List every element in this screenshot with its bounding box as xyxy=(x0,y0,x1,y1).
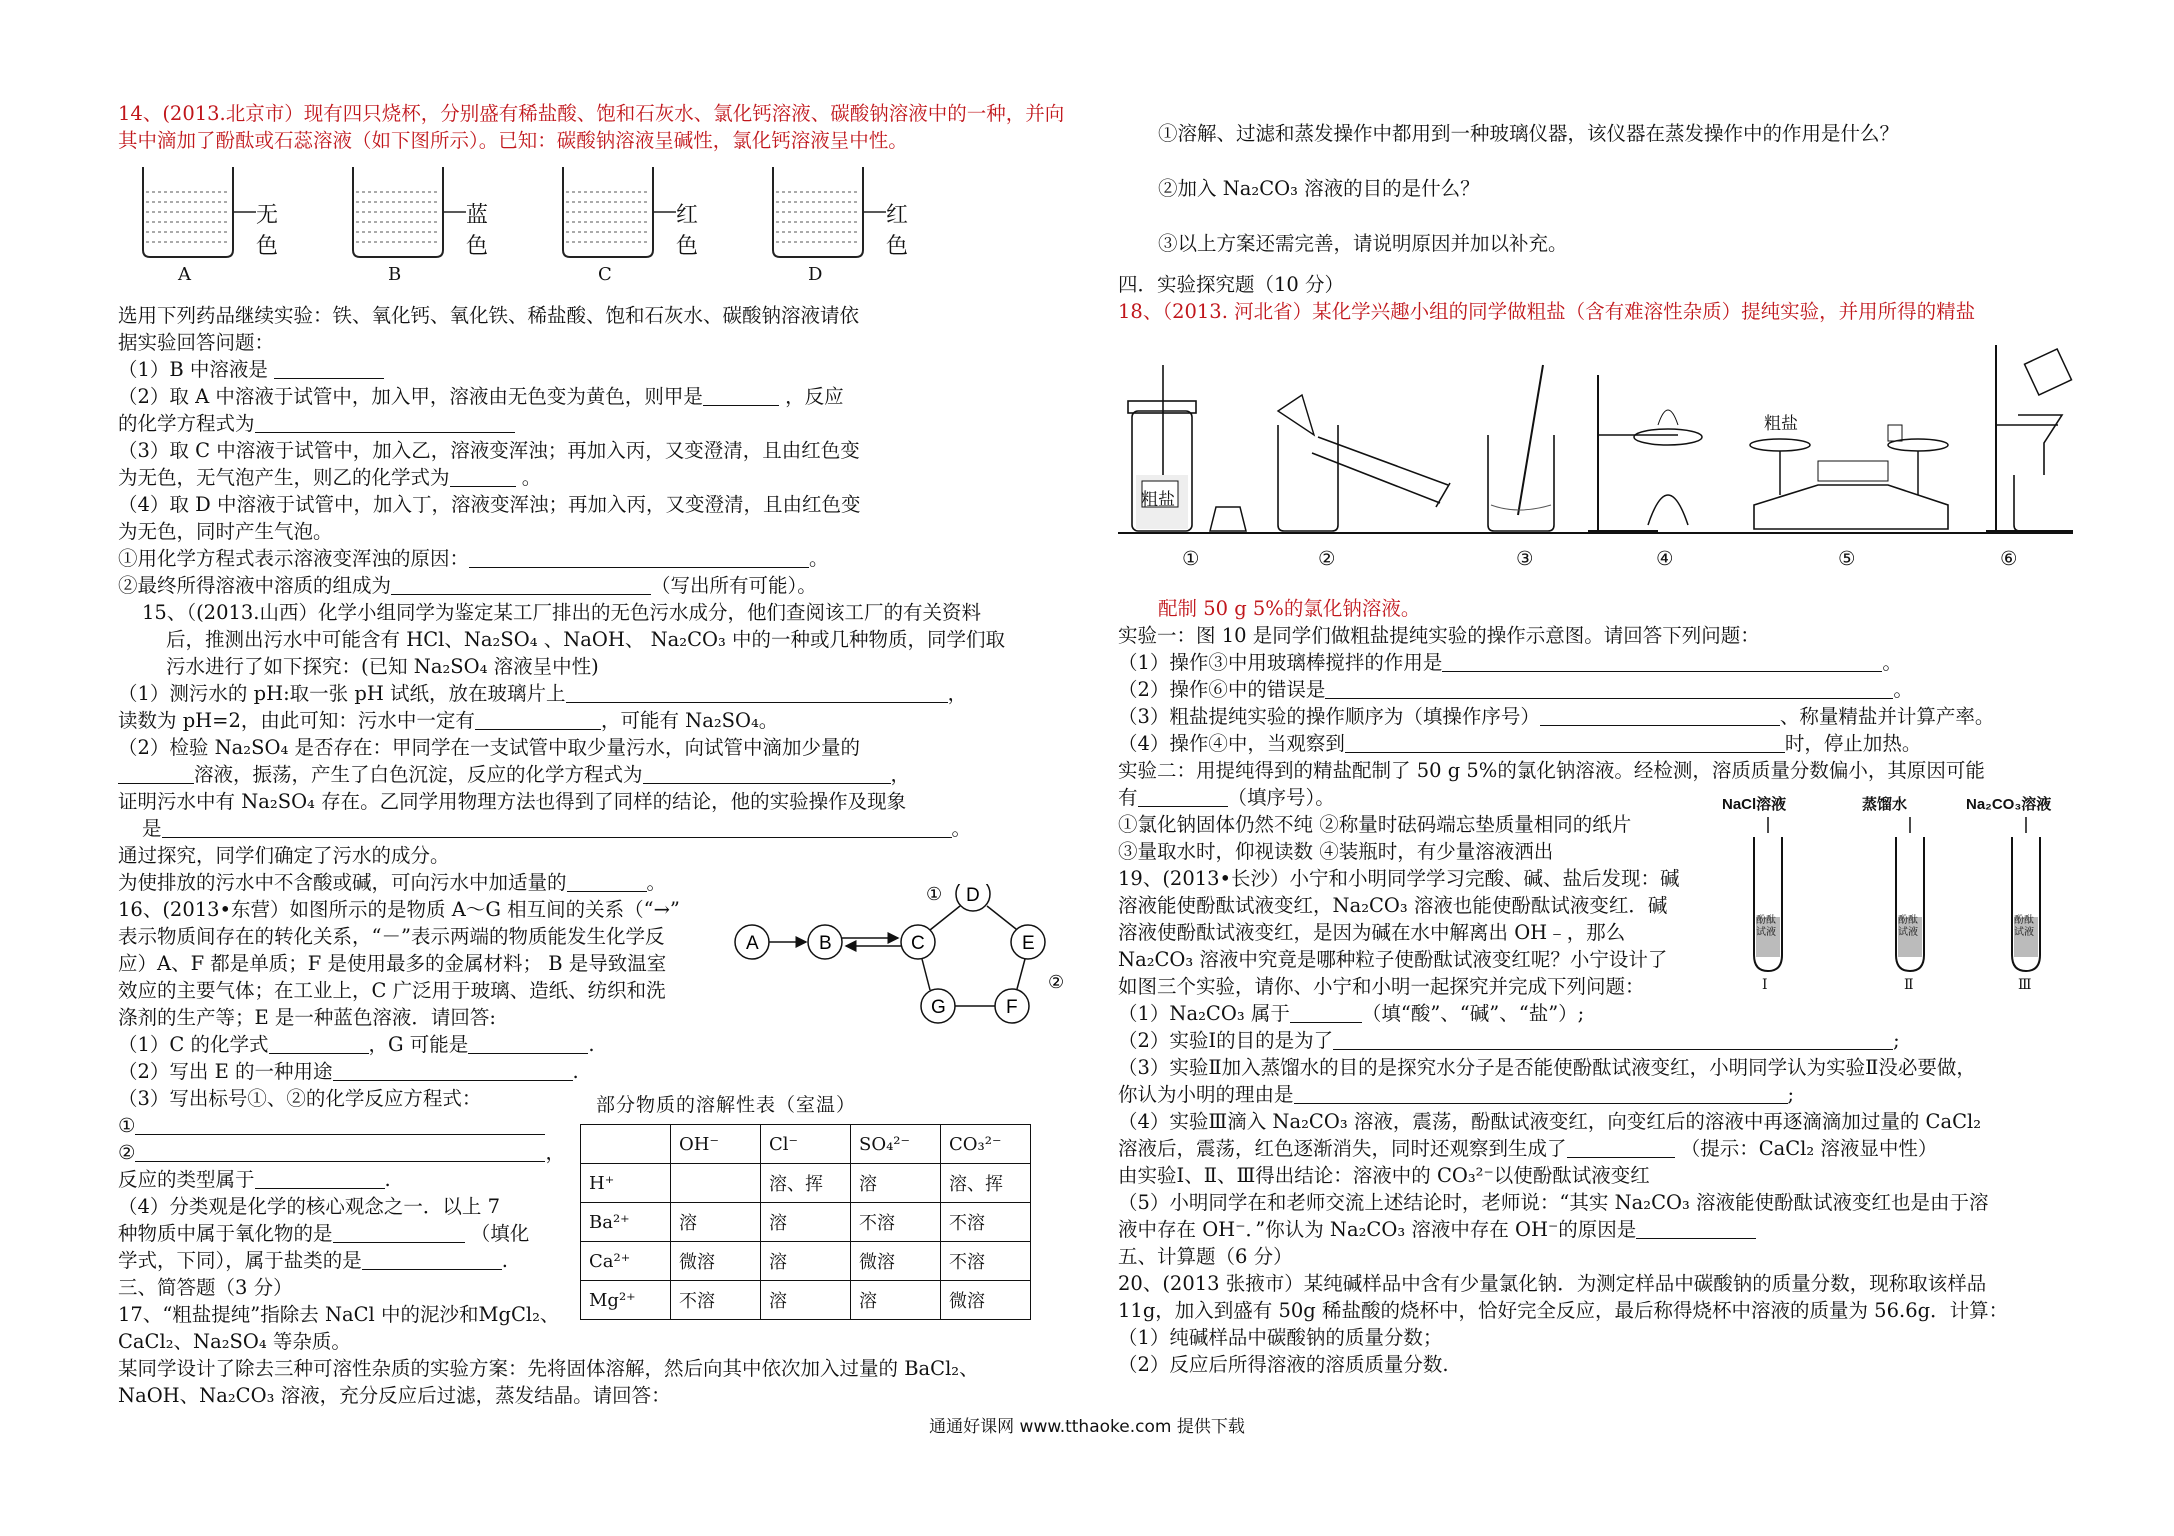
table-row xyxy=(581,1164,1031,1203)
tube-numeral-1: Ⅰ xyxy=(1762,977,1768,993)
q18-text: （1）操作③中用玻璃棒搅拌的作用是 xyxy=(1118,651,1443,674)
q18-text: （2）操作⑥中的错误是 xyxy=(1118,678,1326,701)
beaker-d-letter: D xyxy=(808,264,823,285)
q16-item-2: （2）写出 E 的一种用途 . xyxy=(118,1060,579,1083)
tube-inner-text: 试液 xyxy=(2014,927,2034,938)
beaker-a-color: 无色 xyxy=(256,203,279,259)
beaker-a-letter: A xyxy=(178,264,191,285)
q15-line: （2）检验 Na₂SO₄ 是否存在：甲同学在一支试管中取少量污水，向试管中滴加少量的 xyxy=(118,736,860,759)
node-c-label: C xyxy=(911,933,925,954)
q18-text: 有 xyxy=(1118,786,1138,809)
q16-line: （4）分类观是化学的核心观念之一．以上 7 xyxy=(118,1195,501,1218)
right-column xyxy=(1118,120,2073,1378)
q14-line: 选用下列药品继续实验：铁、氧化钙、氧化铁、稀盐酸、饱和石灰水、碳酸钠溶液请依 xyxy=(118,304,860,327)
q16-line: 效应的主要气体；在工业上，C 广泛用于玻璃、造纸、纺织和洗 xyxy=(118,979,666,1002)
q19-line: （4）实验Ⅲ滴入 Na₂CO₃ 溶液，震荡，酚酞试液变红，向变红后的溶液中再逐滴滴加过量的 CaCl₂ xyxy=(1118,1110,1982,1133)
q15-item-2b: 是 。 xyxy=(118,815,1078,842)
q16-eq-2: ② ， xyxy=(118,1141,565,1164)
q15-text: 读数为 pH=2，由此可知：污水中一定有 xyxy=(118,709,475,732)
answer-blank[interactable] xyxy=(362,1251,502,1270)
q14-header: 14、(2013.北京市）现有四只烧杯，分别盛有稀盐酸、饱和石灰水、氯化钙溶液、碳酸钠溶液中的一种，并向其中滴加了酚酞或石蕊溶液（如下图所示）。已知：碳酸钠溶液呈碱性，氯化钙溶液呈中性。 xyxy=(118,102,1065,152)
q19-item-2: （2）实验Ⅰ的目的是为了 ; xyxy=(1118,1029,1900,1052)
q15-line: 污水进行了如下探究：(已知 Na₂SO₄ 溶液呈中性) xyxy=(166,655,599,678)
table-cell: 溶 xyxy=(671,1203,761,1242)
node-d-label: D xyxy=(966,885,980,906)
q20-line: 11g，加入到盛有 50g 稀盐酸的烧杯中，恰好完全反应，最后称得烧杯中溶液的质量为 56.6g．计算： xyxy=(1118,1299,2009,1322)
apparatus-label-6: ⑥ xyxy=(2000,547,2018,570)
answer-blank[interactable] xyxy=(118,765,194,784)
q20-line: 20、(2013 张掖市）某纯碱样品中含有少量氯化钠．为测定样品中碳酸钠的质量分数，现称取该样品 xyxy=(1118,1272,1987,1295)
section-4-heading: 四．实验探究题（10 分） xyxy=(1118,273,1345,296)
q14-text: （写出所有可能）。 xyxy=(651,574,817,597)
q15-line: 后，推测出污水中可能含有 HCl、Na₂SO₄ 、NaOH、 Na₂CO₃ 中的一种或几种物质，同学们取 xyxy=(166,628,1006,651)
answer-blank[interactable] xyxy=(567,873,647,892)
beaker-a xyxy=(138,162,279,285)
q16-text: （2）写出 E 的一种用途 xyxy=(118,1060,333,1083)
q16-line: 表示物质间存在的转化关系，“－”表示两端的物质能发生化学反 xyxy=(118,925,665,948)
q19-text: 你认为小明的理由是 xyxy=(1118,1083,1294,1106)
q18-line: 实验一：图 10 是同学们做粗盐提纯实验的操作示意图。请回答下列问题： xyxy=(1118,624,1760,647)
q18-line: ③量取水时，仰视读数 ④装瓶时，有少量溶液洒出 xyxy=(1118,840,1554,863)
table-cell: SO₄²⁻ xyxy=(851,1125,941,1164)
q19-text: （填“酸”、“碱”、“盐”）; xyxy=(1361,1002,1585,1025)
q18-item-3 xyxy=(1118,703,2073,730)
tube-2-inner-label xyxy=(1898,915,1918,939)
q20-line: （1）纯碱样品中碳酸钠的质量分数； xyxy=(1118,1326,1443,1349)
beaker-d xyxy=(768,162,909,285)
q19-line: Na₂CO₃ 溶液中究竟是哪种粒子使酚酞试液变红呢？小宁设计了 xyxy=(1118,948,1668,971)
q14-text: 的化学方程式为 xyxy=(118,412,255,435)
relation-diagram xyxy=(730,884,1070,1054)
q19-text: （提示：CaCl₂ 溶液显中性） xyxy=(1680,1137,1938,1160)
q14-text: （1）B 中溶液是 xyxy=(118,358,268,381)
q16-item-1: （1）C 的化学式 ，G 可能是 . xyxy=(118,1033,595,1056)
q17-line: 某同学设计了除去三种可溶性杂质的实验方案：先将固体溶解，然后向其中依次加入过量的 BaCl₂、 xyxy=(118,1357,979,1380)
q20-line: （2）反应后所得溶液的溶质质量分数. xyxy=(1118,1353,1449,1376)
q14-text: ②最终所得溶液中溶质的组成为 xyxy=(118,574,392,597)
q18-line: 配制 50 g 5%的氯化钠溶液。 xyxy=(1158,597,1421,620)
apparatus-label-4: ④ xyxy=(1656,547,1674,570)
table-cell: Ba²⁺ xyxy=(581,1203,671,1242)
tube-inner-text: 酚酞 xyxy=(2014,915,2034,926)
table-cell: 不溶 xyxy=(851,1203,941,1242)
beaker-b-color: 蓝色 xyxy=(466,203,489,259)
table-row xyxy=(581,1203,1031,1242)
q15-item-2: 溶液，振荡，产生了白色沉淀，反应的化学方程式为 ， xyxy=(118,761,1078,788)
q18-item-2: （2）操作⑥中的错误是 。 xyxy=(1118,678,1913,701)
table-cell: Ca²⁺ xyxy=(581,1242,671,1281)
node-b-label: B xyxy=(819,933,832,954)
q18-text: （4）操作④中，当观察到 xyxy=(1118,732,1345,755)
q15-text: 是 xyxy=(142,817,162,840)
answer-blank[interactable] xyxy=(255,414,515,433)
q16-line: 应）A、F 都是单质；F 是使用最多的金属材料； B 是导致温室 xyxy=(118,952,667,975)
answer-blank[interactable] xyxy=(1567,1139,1675,1158)
table-cell: 不溶 xyxy=(941,1203,1031,1242)
table-cell: 溶 xyxy=(851,1164,941,1203)
answer-blank[interactable] xyxy=(1636,1220,1756,1239)
beaker-c-drawing xyxy=(558,162,678,262)
table-cell: 不溶 xyxy=(941,1242,1031,1281)
q14-line: （4）取 D 中溶液于试管中，加入丁，溶液变浑浊；再加入丙，又变澄清，且由红色变 xyxy=(118,493,861,516)
q19-text: 溶液后，震荡，红色逐渐消失，同时还观察到生成了 xyxy=(1118,1137,1567,1160)
q19-line: （5）小明同学在和老师交流上述结论时，老师说：“其实 Na₂CO₃ 溶液能使酚酞试液变红也是由于溶 xyxy=(1118,1191,1989,1214)
beaker-d-color: 红色 xyxy=(886,203,909,259)
answer-blank[interactable] xyxy=(333,1224,465,1243)
q16-item-3: 反应的类型属于 . xyxy=(118,1168,391,1191)
beaker-b-drawing xyxy=(348,162,468,262)
tube-numeral-3: Ⅲ xyxy=(2018,977,2032,993)
section-5-heading: 五、计算题（6 分） xyxy=(1118,1245,1293,1268)
q16-item-4b: 学式，下同），属于盐类的是 . xyxy=(118,1249,508,1272)
page-footer: 通通好课网 www.tthaoke.com 提供下载 xyxy=(929,1417,1245,1437)
q14-line: 为无色，同时产生气泡。 xyxy=(118,520,333,543)
q14-text: （2）取 A 中溶液于试管中，加入甲，溶液由无色变为黄色，则甲是 xyxy=(118,385,703,408)
table-row xyxy=(581,1281,1031,1320)
q17-sub: ②加入 Na₂CO₃ 溶液的目的是什么？ xyxy=(1158,177,1480,200)
table-cell: 微溶 xyxy=(671,1242,761,1281)
q18-header: 18、（2013. 河北省）某化学兴趣小组的同学做粗盐（含有难溶性杂质）提纯实验，并用所得的精盐 xyxy=(1118,300,1976,323)
answer-blank[interactable] xyxy=(450,468,516,487)
q19-item-3: 你认为小明的理由是 ; xyxy=(1118,1083,1795,1106)
q14-line: 据实验回答问题： xyxy=(118,331,275,354)
table-title: 部分物质的溶解性表（室温） xyxy=(596,1094,857,1116)
q19-item-5 xyxy=(1118,1216,2073,1243)
table-cell xyxy=(581,1125,671,1164)
q14-item-3: 为无色，无气泡产生，则乙的化学式为 。 xyxy=(118,466,542,489)
tube-label-3: Na₂CO₃溶液 xyxy=(1966,796,2052,813)
beaker-c-letter: C xyxy=(598,264,612,285)
q17-line: CaCl₂、Na₂SO₄ 等杂质。 xyxy=(118,1330,351,1353)
q16-text: ① xyxy=(118,1114,136,1137)
q15-text: ，可能有 Na₂SO₄。 xyxy=(600,709,779,732)
q19-text: （2）实验Ⅰ的目的是为了 xyxy=(1118,1029,1334,1052)
q18-text: 时，停止加热。 xyxy=(1784,732,1922,755)
beaker-c xyxy=(558,162,699,285)
q15-line: 证明污水中有 Na₂SO₄ 存在。乙同学用物理方法也得到了同样的结论，他的实验操作及现象 xyxy=(118,790,907,813)
q15-item-3: 为使排放的污水中不含酸或碱，可向污水中加适量的 。 xyxy=(118,871,667,894)
q14-item-4a: ①用化学方程式表示溶液变浑浊的原因： 。 xyxy=(118,547,829,570)
apparatus-drawing xyxy=(1118,325,2078,595)
table-cell: 溶、挥 xyxy=(761,1164,851,1203)
q14-item-2 xyxy=(118,383,1078,410)
answer-blank[interactable] xyxy=(135,1116,545,1135)
q16-text: 种物质中属于氧化物的是 xyxy=(118,1222,333,1245)
table-cell: H⁺ xyxy=(581,1164,671,1203)
answer-blank[interactable] xyxy=(269,1035,369,1054)
q15-text: 溶液，振荡，产生了白色沉淀，反应的化学方程式为 xyxy=(194,763,643,786)
q19-item-1 xyxy=(1118,1000,2073,1027)
q14-item-4b xyxy=(118,572,1078,599)
q14-text: 为无色，无气泡产生，则乙的化学式为 xyxy=(118,466,450,489)
table-cell xyxy=(671,1164,761,1203)
tube-inner-text: 试液 xyxy=(1898,927,1918,938)
tube-3-inner-label xyxy=(2014,915,2034,939)
tube-inner-text: 酚酞 xyxy=(1756,915,1776,926)
jar-label: 粗盐 xyxy=(1141,490,1175,510)
answer-blank[interactable] xyxy=(643,765,891,784)
q19-line: 19、(2013•长沙）小宁和小明同学学习完酸、碱、盐后发现：碱 xyxy=(1118,867,1680,890)
q14-line: （3）取 C 中溶液于试管中，加入乙，溶液变浑浊；再加入丙，又变澄清，且由红色变 xyxy=(118,439,860,462)
answer-blank[interactable] xyxy=(255,1170,385,1189)
q16-text: （1）C 的化学式 xyxy=(118,1033,269,1056)
apparatus-label-3: ③ xyxy=(1516,547,1534,570)
table-cell: 溶、挥 xyxy=(941,1164,1031,1203)
q18-item-4 xyxy=(1118,730,2073,757)
q16-text: 学式，下同），属于盐类的是 xyxy=(118,1249,362,1272)
apparatus-label-5: ⑤ xyxy=(1838,547,1856,570)
answer-blank[interactable] xyxy=(1138,788,1228,807)
q18-text: （3）粗盐提纯实验的操作顺序为（填操作序号） xyxy=(1118,705,1540,728)
tube-label-1: NaCl溶液 xyxy=(1722,796,1787,813)
q15-line: 通过探究，同学们确定了污水的成分。 xyxy=(118,844,450,867)
tube-numeral-2: Ⅱ xyxy=(1904,977,1914,993)
q19-line: 如图三个实验，请你、小宁和小明一起探究并完成下列问题： xyxy=(1118,975,1645,998)
node-f-label: F xyxy=(1006,997,1018,1018)
node-g-label: G xyxy=(931,997,946,1018)
answer-blank[interactable] xyxy=(468,1035,588,1054)
tube-1-inner-label xyxy=(1756,915,1776,939)
q15-item-1: （1）测污水的 pH:取一张 pH 试纸，放在玻璃片上 ， xyxy=(118,682,968,705)
q15-item-1b xyxy=(118,707,1078,734)
test-tubes-drawing xyxy=(1728,815,2068,985)
q18-line: 实验二：用提纯得到的精盐配制了 50 g 5%的氯化钠溶液。经检测，溶质质量分数偏小，其原因可能 xyxy=(1118,759,1985,782)
beaker-b xyxy=(348,162,489,285)
table-row xyxy=(581,1125,1031,1164)
answer-blank[interactable] xyxy=(1325,680,1893,699)
table-cell: Cl⁻ xyxy=(761,1125,851,1164)
q17-line: 17、“粗盐提纯”指除去 NaCl 中的泥沙和MgCl₂、 xyxy=(118,1303,560,1326)
beaker-c-color: 红色 xyxy=(676,203,699,259)
answer-blank[interactable] xyxy=(703,387,779,406)
answer-blank[interactable] xyxy=(1290,1004,1362,1023)
q16-line: （3）写出标号①、②的化学反应方程式： xyxy=(118,1087,482,1110)
beaker-d-drawing xyxy=(768,162,888,262)
q18-item-1: （1）操作③中用玻璃棒搅拌的作用是 。 xyxy=(1118,651,1902,674)
tube-label-2: 蒸馏水 xyxy=(1862,796,1908,813)
table-cell: CO₃²⁻ xyxy=(941,1125,1031,1164)
solubility-table xyxy=(580,1124,1031,1320)
answer-blank[interactable] xyxy=(162,819,952,838)
q18-line: ①氯化钠固体仍然不纯 ②称量时砝码端忘垫质量相同的纸片 xyxy=(1118,813,1632,836)
table-cell: 溶 xyxy=(761,1203,851,1242)
answer-blank[interactable] xyxy=(274,360,384,379)
table-cell: 微溶 xyxy=(851,1242,941,1281)
answer-blank[interactable] xyxy=(1333,1031,1893,1050)
table-cell: Mg²⁺ xyxy=(581,1281,671,1320)
beaker-a-drawing xyxy=(138,162,258,262)
beaker-figure xyxy=(118,154,1078,302)
q14-text: ，反应 xyxy=(785,385,844,408)
answer-blank[interactable] xyxy=(333,1062,573,1081)
q19-text: （1）Na₂CO₃ 属于 xyxy=(1118,1002,1290,1025)
answer-blank[interactable] xyxy=(135,1143,545,1162)
left-column xyxy=(118,100,1078,1409)
q14-item-2b xyxy=(118,410,1078,437)
q19-text: 液中存在 OH⁻．”你认为 Na₂CO₃ 溶液中存在 OH⁻的原因是 xyxy=(1118,1218,1637,1241)
mark-2: ② xyxy=(1048,972,1065,993)
table-cell: 微溶 xyxy=(941,1281,1031,1320)
node-e-label: E xyxy=(1022,933,1035,954)
answer-blank[interactable] xyxy=(566,684,948,703)
table-cell: OH⁻ xyxy=(671,1125,761,1164)
q15-text: 为使排放的污水中不含酸或碱，可向污水中加适量的 xyxy=(118,871,567,894)
q19-line: 溶液能使酚酞试液变红，Na₂CO₃ 溶液也能使酚酞试液变红．碱 xyxy=(1118,894,1668,917)
q14-text: ①用化学方程式表示溶液变浑浊的原因： xyxy=(118,547,470,570)
table-cell: 溶 xyxy=(761,1242,851,1281)
tube-inner-text: 试液 xyxy=(1756,927,1776,938)
q15-header: 15、（(2013.山西）化学小组同学为鉴定某工厂排出的无色污水成分，他们查阅该工厂的有关资料 xyxy=(142,601,981,624)
q19-line: 溶液使酚酞试液变红，是因为碱在水中解离出 OH﹣，那么 xyxy=(1118,921,1626,944)
q19-line: （3）实验Ⅱ加入蒸馏水的目的是探究水分子是否能使酚酞试液变红，小明同学认为实验Ⅱ没必要做， xyxy=(1118,1056,1976,1079)
table-cell: 溶 xyxy=(851,1281,941,1320)
table-row xyxy=(581,1242,1031,1281)
q14-item-1 xyxy=(118,356,1078,383)
answer-blank[interactable] xyxy=(475,711,601,730)
q18-text: （填序号）。 xyxy=(1227,786,1335,809)
section-3-heading: 三、简答题（3 分） xyxy=(118,1276,293,1299)
apparatus-label-2: ② xyxy=(1318,547,1336,570)
q17-sub: ①溶解、过滤和蒸发操作中都用到一种玻璃仪器，该仪器在蒸发操作中的作用是什么？ xyxy=(1158,122,1900,145)
q16-text: ，G 可能是 xyxy=(368,1033,469,1056)
beaker-b-letter: B xyxy=(388,264,402,285)
q15-text: （1）测污水的 pH:取一张 pH 试纸，放在玻璃片上 xyxy=(118,682,566,705)
tube-inner-text: 酚酞 xyxy=(1898,915,1918,926)
q18-text: 、称量精盐并计算产率。 xyxy=(1779,705,1995,728)
answer-blank[interactable] xyxy=(1540,707,1780,726)
table-cell: 不溶 xyxy=(671,1281,761,1320)
balance-label: 粗盐 xyxy=(1764,414,1798,434)
q16-line: 16、(2013•东营）如图所示的是物质 A～G 相互间的关系（“→” xyxy=(118,898,680,921)
q19-line: 由实验Ⅰ、Ⅱ、Ⅲ得出结论：溶液中的 CO₃²⁻以使酚酞试液变红 xyxy=(1118,1164,1650,1187)
q16-text: 反应的类型属于 xyxy=(118,1168,255,1191)
answer-blank[interactable] xyxy=(1345,734,1785,753)
node-a-label: A xyxy=(746,933,759,954)
q16-text: （填化 xyxy=(470,1222,530,1245)
q16-text: ② xyxy=(118,1141,136,1164)
answer-blank[interactable] xyxy=(391,576,651,595)
q17-line: NaOH、Na₂CO₃ 溶液，充分反应后过滤，蒸发结晶。请回答： xyxy=(118,1384,671,1407)
apparatus-label-1: ① xyxy=(1182,547,1200,570)
q16-line: 涤剂的生产等；E 是一种蓝色溶液．请回答: xyxy=(118,1006,497,1029)
answer-blank[interactable] xyxy=(1442,653,1882,672)
q18-item-5 xyxy=(1118,784,2073,811)
apparatus-figure xyxy=(1118,325,2073,595)
q19-item-4 xyxy=(1118,1135,2073,1162)
answer-blank[interactable] xyxy=(1294,1085,1788,1104)
q17-sub: ③以上方案还需完善，请说明原因并加以补充。 xyxy=(1158,232,1568,255)
mark-1: ① xyxy=(926,884,943,905)
answer-blank[interactable] xyxy=(469,549,809,568)
table-cell: 溶 xyxy=(761,1281,851,1320)
